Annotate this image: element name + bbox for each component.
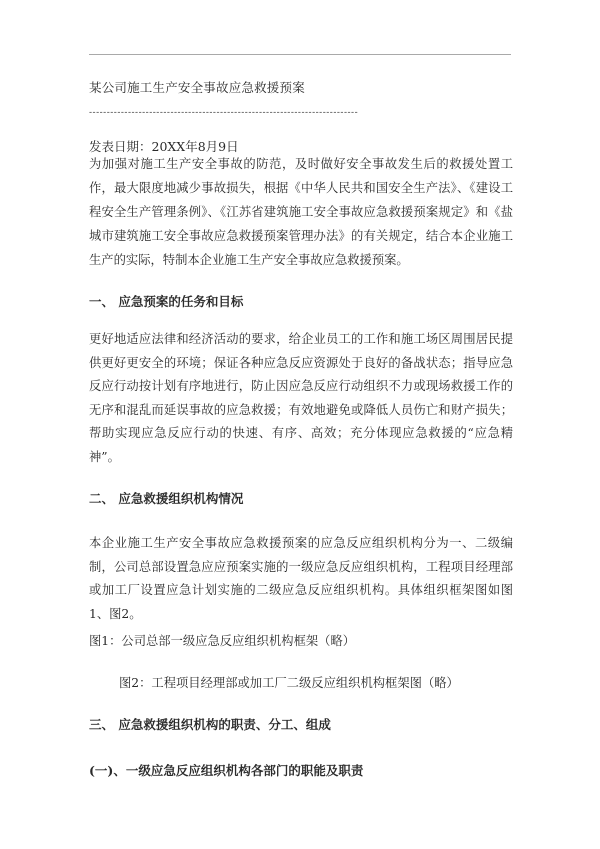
top-divider-rule: [89, 54, 511, 55]
section-body-organization: 本企业施工生产安全事故应急救援预案的应急反应组织机构分为一、二级编制，公司总部设置急应应预案实施的一级应急反应组织机构，工程项目经理部或加工厂设置应急计划实施的二级应急反应组织机构。具体组织框架图如图1、图2。: [89, 536, 513, 621]
section-heading-duties: 三、 应急救援组织机构的职责、分工、组成: [89, 717, 331, 732]
subsection-heading-level1-duties: (一)、一级应急反应组织机构各部门的职能及职责: [89, 763, 364, 778]
document-title: 某公司施工生产安全事故应急救援预案: [89, 80, 305, 95]
figure-caption-1: 图1：公司总部一级应急反应组织机构框架（略）: [89, 634, 356, 648]
publish-date: 发表日期：20XX年8月9日: [89, 139, 239, 154]
intro-paragraph: 为加强对施工生产安全事故的防范，及时做好安全事故发生后的救援处置工作，最大限度地减少事故损失，根据《中华人民共和国安全生产法》、《建设工程安全生产管理条例》、《江苏省建筑施工安全事故应急救援预案规定》和《盐城市建筑施工安全事故应急救援预案管理办法》的有关规定，结合本企业施工生产的实际，特制本企业施工生产安全事故应急救援预案。: [89, 157, 513, 267]
section-heading-organization: 二、 应急救援组织机构情况: [89, 491, 244, 506]
section-body-tasks-goals: 更好地适应法律和经济活动的要求，给企业员工的工作和施工场区周围居民提供更好更安全的环境；保证各种应急反应资源处于良好的备战状态；指导应急反应行动按计划有序地进行，防止因应急反应行动组织不力或现场救援工作的无序和混乱而延误事故的应急救援；有效地避免或降低人员伤亡和财产损失；帮助实现应急反应行动的快速、有序、高效；充分体现应急救援的“应急精神”。: [89, 332, 513, 464]
section-heading-tasks-goals: 一、 应急预案的任务和目标: [89, 294, 244, 309]
figure-caption-2: 图2：工程项目经理部或加工厂二级反应组织机构框架图（略）: [119, 676, 459, 690]
dashed-divider: ----------------------------------------------------------------------------: [89, 108, 359, 118]
